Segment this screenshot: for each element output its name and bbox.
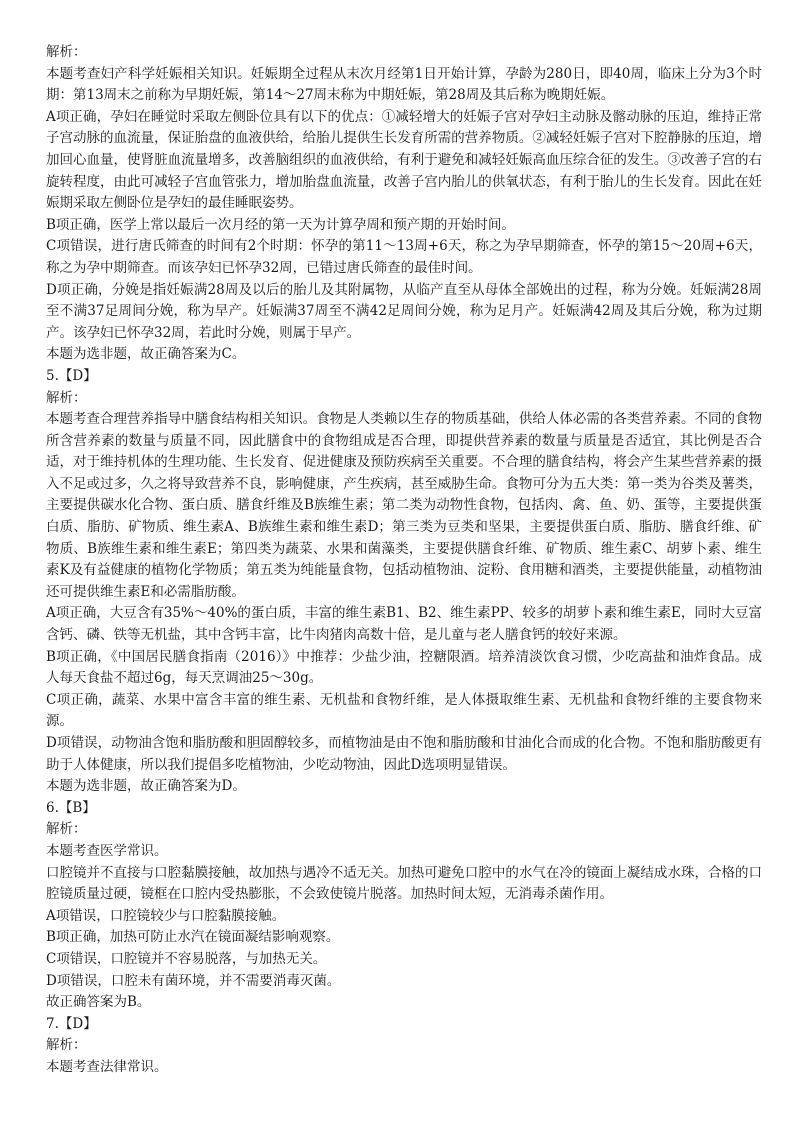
- paragraph: 本题考查妇产科学妊娠相关知识。妊娠期全过程从末次月经第1日开始计算，孕龄为280日，即40周，临床上分为3个时期：第13周末之前称为早期妊娠，第14～27周末称为中期妊娠，第28周及其后称为晚期妊娠。: [46, 65, 762, 104]
- paragraph: D项正确，分娩是指妊娠满28周及以后的胎儿及其附属物，从临产直至从母体全部娩出的过程，称为分娩。妊娠满28周至不满37足周间分娩，称为早产。妊娠满37周至不满42足周间分娩，称为足月产。妊娠满42周及其后分娩，称为过期产。该孕妇已怀孕32周，若此时分娩，则属于早产。: [46, 281, 762, 341]
- paragraph: C项正确，蔬菜、水果中富含丰富的维生素、无机盐和食物纤维，是人体摄取维生素、无机盐和食物纤维的主要食物来源。: [46, 691, 762, 730]
- paragraph: C项错误，进行唐氏筛查的时间有2个时期：怀孕的第11～13周+6天，称之为孕早期筛查，怀孕的第15～20周+6天，称之为孕中期筛查。而该孕妇已怀孕32周，已错过唐氏筛查的最佳时间。: [46, 238, 762, 276]
- paragraph: A项正确，孕妇在睡觉时采取左侧卧位具有以下的优点：①减轻增大的妊娠子宫对孕妇主动脉及髂动脉的压迫，维持正常子宫动脉的血流量，保证胎盘的血液供给，给胎儿提供生长发育所需的营养物质。②减轻妊娠子宫对下腔静脉的压迫，增加回心血量，使肾脏血流量增多，改善脑组织的血液供给，有利于避免和减轻妊娠高血压综合征的发生。③改善子宫的右旋转程度，由此可减轻子宫血管张力，增加胎盘血流量，改善子宫内胎儿的供氧状态，有利于胎儿的生长发育。因此在妊娠期采取左侧卧位是孕妇的最佳睡眠姿势。: [46, 108, 762, 212]
- paragraph: D项错误，动物油含饱和脂肪酸和胆固醇较多，而植物油是由不饱和脂肪酸和甘油化合而成的化合物。不饱和脂肪酸更有助于人体健康，所以我们提倡多吃植物油，少吃动物油，因此D选项明显错误。: [46, 735, 762, 773]
- answer-line: 故正确答案为B。: [46, 994, 151, 1011]
- paragraph: B项正确，医学上常以最后一次月经的第一天为计算孕周和预产期的开始时间。: [46, 216, 515, 233]
- paragraph: 解析：: [46, 44, 87, 60]
- paragraph: 口腔镜并不直接与口腔黏膜接触，故加热与遇冷不适无关。加热可避免口腔中的水气在冷的镜面上凝结成水珠，合格的口腔镜质量过硬，镜框在口腔内受热膨胀，不会致使镜片脱落。加热时间太短，无消毒杀菌作用。: [46, 864, 762, 903]
- question-number: 6.【B】: [46, 799, 96, 816]
- paragraph: A项错误，口腔镜较少与口腔黏膜接触。: [46, 907, 286, 924]
- analysis-heading: 解析：: [46, 389, 87, 406]
- paragraph: 本题考查医学常识。: [46, 842, 168, 859]
- question-number: 5.【D】: [46, 367, 97, 384]
- paragraph: 本题考查合理营养指导中膳食结构相关知识。食物是人类赖以生存的物质基础，供给人体必需的各类营养素。不同的食物所含营养素的数量与质量不同，因此膳食中的食物组成是否合理，即提供营养素的数量与质量是否适宜，其比例是否合适，对于维持机体的生理功能、生长发育、促进健康及预防疾病至关重要。不合理的膳食结构，将会产生某些营养素的摄入不足或过多，久之将导致营养不良，影响健康，产生疾病，甚至威胁生命。食物可分为五大类：第一类为谷类及薯类，主要提供碳水化合物、蛋白质、膳食纤维及B族维生素；第二类为动物性食物，包括肉、禽、鱼、奶、蛋等，主要提供蛋白质、脂肪、矿物质、维生素A、B族维生素和维生素D；第三类为豆类和坚果，主要提供蛋白质、脂肪、膳食纤维、矿物质、B族维生素和维生素E；第四类为蔬菜、水果和菌藻类，主要提供膳食纤维、矿物质、维生素C、胡萝卜素、维生素K及有益健康的植物化学物质；第五类为纯能量食物，包括动植物油、淀粉、食用糖和酒类，主要提供能量，动植物油还可提供维生素E和必需脂肪酸。: [46, 411, 762, 600]
- answer-line: 本题为选非题，故正确答案为D。: [46, 778, 246, 795]
- paragraph: B项正确，加热可防止水汽在镜面凝结影响观察。: [46, 929, 340, 946]
- paragraph: B项正确，《中国居民膳食指南（2016）》中推荐：少盐少油，控糖限酒。培养清淡饮食习惯，少吃高盐和油炸食品。成人每天食盐不超过6g，每天烹调油25～30g。: [46, 648, 762, 687]
- analysis-heading: 解析：: [46, 1037, 87, 1054]
- paragraph: C项错误，口腔镜并不容易脱落，与加热无关。: [46, 950, 327, 967]
- paragraph: A项正确，大豆含有35%～40%的蛋白质，丰富的维生素B1、B2、维生素PP、较多的胡萝卜素和维生素E，同时大豆富含钙、磷、铁等无机盐，其中含钙丰富，比牛肉猪肉高数十倍，是儿童与老人膳食钙的较好来源。: [46, 605, 762, 644]
- question-number: 7.【D】: [46, 1015, 97, 1032]
- answer-line: 本题为选非题，故正确答案为C。: [46, 346, 246, 363]
- paragraph: 本题考查法律常识。: [46, 1058, 168, 1075]
- document-page: [46, 42, 762, 1079]
- analysis-heading: 解析：: [46, 821, 87, 838]
- paragraph: D项错误，口腔未有菌环境，并不需要消毒灭菌。: [46, 972, 341, 989]
